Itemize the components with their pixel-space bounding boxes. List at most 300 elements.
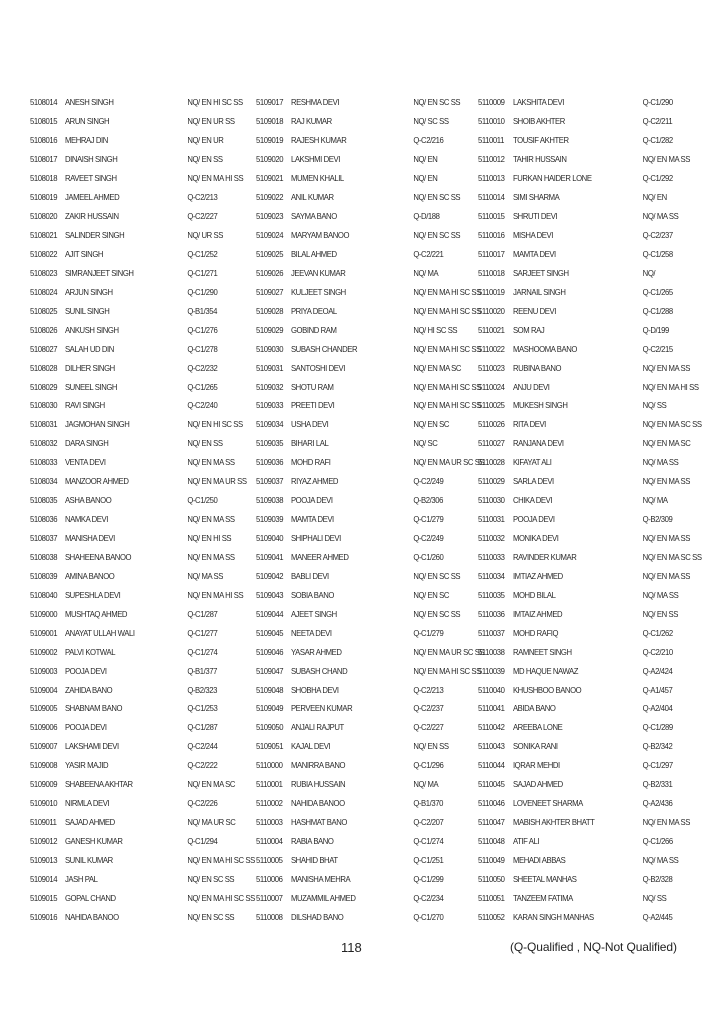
roll-number: 5109004	[30, 684, 58, 695]
candidate-name: YASAR AHMED	[290, 646, 342, 657]
result-status: NQ/ EN SC SS	[413, 230, 461, 241]
result-status: NQ/ EN SS	[642, 608, 678, 619]
result-status: NQ/ EN MA HI SC SS	[413, 400, 481, 411]
result-status: Q-C2/216	[413, 135, 444, 146]
candidate-row	[256, 93, 484, 112]
candidate-row	[256, 131, 484, 150]
candidate-row	[478, 207, 702, 226]
candidate-row	[478, 396, 702, 415]
roll-number: 5110019	[478, 286, 505, 297]
result-status: Q-C1/296	[413, 760, 444, 771]
candidate-row	[256, 548, 484, 567]
candidate-row	[256, 661, 484, 680]
result-status: Q-C1/297	[642, 760, 673, 771]
candidate-row	[256, 623, 484, 642]
result-status: NQ/ EN MA HI SC SS	[413, 665, 481, 676]
candidate-name: MANZOOR AHMED	[64, 476, 129, 487]
candidate-row	[30, 775, 255, 794]
candidate-name: DARA SINGH	[64, 438, 109, 449]
roll-number: 5108024	[30, 286, 58, 297]
result-status: Q-C1/279	[413, 514, 444, 525]
candidate-name: RANJANA DEVI	[512, 438, 564, 449]
roll-number: 5109032	[256, 381, 284, 392]
candidate-name: SHOTU RAM	[290, 381, 334, 392]
candidate-name: RABIA BANO	[290, 836, 334, 847]
result-status: NQ/ EN MA SC	[187, 779, 236, 790]
roll-number: 5109019	[256, 135, 284, 146]
candidate-row	[30, 112, 255, 131]
candidate-name: ASHA BANOO	[64, 495, 112, 506]
result-status: Q-C1/250	[187, 495, 218, 506]
candidate-name: SAYMA BANO	[290, 211, 337, 222]
result-status: NQ/ EN UR	[187, 135, 224, 146]
result-status: NQ/ MA SS	[642, 211, 679, 222]
result-status: Q-C1/277	[187, 627, 218, 638]
roll-number: 5110044	[478, 760, 505, 771]
roll-number: 5109038	[256, 495, 284, 506]
candidate-row	[30, 282, 255, 301]
candidate-row	[256, 699, 484, 718]
candidate-row	[256, 226, 484, 245]
result-status: NQ/ EN MA SS	[642, 476, 690, 487]
roll-number: 5110017	[478, 248, 505, 259]
candidate-name: JASH PAL	[64, 873, 98, 884]
result-status: Q-D/199	[642, 324, 669, 335]
candidate-row	[478, 93, 702, 112]
result-status: NQ/ EN	[413, 154, 438, 165]
result-status: NQ/ HI SC SS	[413, 324, 458, 335]
roll-number: 5110006	[256, 873, 283, 884]
roll-number: 5109039	[256, 514, 284, 525]
result-status: NQ/ MA SS	[642, 457, 679, 468]
candidate-row	[30, 813, 255, 832]
roll-number: 5109022	[256, 192, 284, 203]
result-status: NQ/ EN MA UR SC SS	[413, 646, 485, 657]
roll-number: 5108033	[30, 457, 58, 468]
candidate-name: IMTIAZ AHMED	[512, 570, 563, 581]
candidate-row	[30, 851, 255, 870]
roll-number: 5108022	[30, 248, 58, 259]
result-status: NQ/ EN MA SC SS	[642, 419, 702, 430]
candidate-name: SUNIL KUMAR	[64, 854, 113, 865]
candidate-row	[478, 150, 702, 169]
candidate-row	[478, 642, 702, 661]
result-status: Q-C1/266	[642, 836, 673, 847]
roll-number: 5109007	[30, 741, 58, 752]
result-status: NQ/ EN SC SS	[187, 911, 235, 922]
result-status: Q-C1/287	[187, 608, 218, 619]
roll-number: 5110013	[478, 173, 505, 184]
candidate-row	[478, 604, 702, 623]
roll-number: 5110016	[478, 230, 505, 241]
candidate-name: REENU DEVI	[512, 305, 556, 316]
candidate-name: SHOIB AKHTER	[512, 116, 565, 127]
result-status: NQ/ EN MA UR SC SS	[413, 457, 485, 468]
result-status: NQ/ EN SC SS	[413, 570, 461, 581]
roll-number: 5110001	[256, 779, 283, 790]
candidate-name: RITA DEVI	[512, 419, 546, 430]
roll-number: 5109005	[30, 703, 58, 714]
candidate-name: NIRMLA DEVI	[64, 798, 110, 809]
roll-number: 5110051	[478, 892, 505, 903]
roll-number: 5108038	[30, 551, 58, 562]
candidate-row	[30, 150, 255, 169]
roll-number: 5109010	[30, 798, 58, 809]
candidate-row	[30, 888, 255, 907]
candidate-row	[30, 832, 255, 851]
result-status: Q-B1/370	[413, 798, 443, 809]
candidate-row	[478, 263, 702, 282]
candidate-row	[30, 529, 255, 548]
candidate-name: ANJU DEVI	[512, 381, 550, 392]
roll-number: 5108039	[30, 570, 58, 581]
result-status: Q-C2/226	[187, 798, 218, 809]
roll-number: 5109046	[256, 646, 284, 657]
candidate-row	[478, 851, 702, 870]
roll-number: 5109025	[256, 248, 284, 259]
candidate-name: VENTA DEVI	[64, 457, 106, 468]
candidate-name: KULJEET SINGH	[290, 286, 346, 297]
candidate-name: MARYAM BANOO	[290, 230, 350, 241]
result-status: Q-A2/404	[642, 703, 673, 714]
candidate-name: RUBIA HUSSAIN	[290, 779, 346, 790]
candidate-row	[256, 604, 484, 623]
result-status: NQ/ EN MA SS	[642, 533, 690, 544]
candidate-name: RAVINDER KUMAR	[512, 551, 577, 562]
result-status: NQ/ EN MA HI SC SS	[187, 892, 255, 903]
roll-number: 5110036	[478, 608, 505, 619]
candidate-row	[256, 566, 484, 585]
candidate-row	[30, 301, 255, 320]
candidate-name: JAMEEL AHMED	[64, 192, 120, 203]
candidate-name: AJIT SINGH	[64, 248, 104, 259]
candidate-row	[30, 718, 255, 737]
candidate-row	[478, 301, 702, 320]
result-status: NQ/ MA SS	[187, 570, 223, 581]
candidate-name: PALVI KOTWAL	[64, 646, 116, 657]
result-status: Q-C2/232	[187, 362, 218, 373]
roll-number: 5109029	[256, 324, 284, 335]
candidate-name: SHOBHA DEVI	[290, 684, 339, 695]
result-status: Q-B2/323	[187, 684, 217, 695]
candidate-row	[478, 112, 702, 131]
candidate-name: AJEET SINGH	[290, 608, 337, 619]
candidate-name: MUZAMMIL AHMED	[290, 892, 356, 903]
candidate-name: POOJA DEVI	[290, 495, 333, 506]
roll-number: 5110032	[478, 533, 505, 544]
roll-number: 5110046	[478, 798, 505, 809]
candidate-row	[256, 529, 484, 548]
candidate-name: SHAHEENA BANOO	[64, 551, 132, 562]
result-status: Q-B2/309	[642, 514, 673, 525]
candidate-name: NAHIDA BANOO	[290, 798, 345, 809]
candidate-name: PERVEEN KUMAR	[290, 703, 353, 714]
roll-number: 5108023	[30, 267, 58, 278]
candidate-name: IQRAR MEHDI	[512, 760, 560, 771]
roll-number: 5108031	[30, 419, 58, 430]
candidate-name: ANESH SINGH	[64, 97, 114, 108]
roll-number: 5109018	[256, 116, 284, 127]
candidate-row	[478, 188, 702, 207]
result-status: NQ/ EN SS	[187, 154, 223, 165]
result-status: Q-B1/354	[187, 305, 217, 316]
roll-number: 5108027	[30, 343, 58, 354]
candidate-row	[478, 680, 702, 699]
roll-number: 5110020	[478, 305, 505, 316]
candidate-row	[256, 756, 484, 775]
roll-number: 5109028	[256, 305, 284, 316]
candidate-row	[256, 491, 484, 510]
roll-number: 5110043	[478, 741, 505, 752]
candidate-row	[478, 699, 702, 718]
candidate-name: SUPESHLA DEVI	[64, 589, 121, 600]
result-status: NQ/ EN MA HI SC SS	[413, 343, 481, 354]
result-status: NQ/ EN MA HI SC SS	[413, 381, 481, 392]
candidate-name: MANEER AHMED	[290, 551, 349, 562]
candidate-name: MEHADI ABBAS	[512, 854, 566, 865]
roll-number: 5110038	[478, 646, 505, 657]
roll-number: 5109040	[256, 533, 284, 544]
result-status: NQ/ UR SS	[187, 230, 223, 241]
roll-number: 5110014	[478, 192, 505, 203]
result-status: NQ/ EN MA SC SS	[642, 551, 702, 562]
result-status: Q-C1/274	[187, 646, 218, 657]
candidate-row	[256, 377, 484, 396]
candidate-name: ANAYAT ULLAH WALI	[64, 627, 135, 638]
candidate-row	[30, 263, 255, 282]
candidate-row	[478, 548, 702, 567]
candidate-row	[478, 245, 702, 264]
result-status: NQ/ MA SS	[642, 589, 679, 600]
roll-number: 5110004	[256, 836, 283, 847]
result-status: Q-B2/328	[642, 873, 673, 884]
roll-number: 5108021	[30, 230, 58, 241]
roll-number: 5110052	[478, 911, 505, 922]
roll-number: 5109030	[256, 343, 284, 354]
candidate-row	[478, 169, 702, 188]
roll-number: 5110041	[478, 703, 505, 714]
candidate-row	[478, 339, 702, 358]
candidate-name: KAJAL DEVI	[290, 741, 331, 752]
result-status: NQ/ EN SC SS	[413, 192, 461, 203]
candidate-row	[256, 775, 484, 794]
candidate-row	[256, 301, 484, 320]
candidate-name: FURKAN HAIDER LONE	[512, 173, 592, 184]
candidate-row	[256, 112, 484, 131]
result-status: NQ/ EN MA SC	[642, 438, 691, 449]
roll-number: 5109044	[256, 608, 284, 619]
result-status: Q-C1/260	[413, 551, 444, 562]
roll-number: 5109033	[256, 400, 284, 411]
roll-number: 5110009	[478, 97, 505, 108]
candidate-row	[256, 737, 484, 756]
candidate-name: MASHOOMA BANO	[512, 343, 577, 354]
candidate-name: SAJAD AHMED	[512, 779, 563, 790]
candidate-row	[30, 585, 255, 604]
candidate-row	[478, 491, 702, 510]
candidate-name: NAMKA DEVI	[64, 514, 108, 525]
result-status: Q-C1/265	[642, 286, 673, 297]
candidate-name: SIMI SHARMA	[512, 192, 560, 203]
result-status: Q-C1/252	[187, 248, 218, 259]
results-column-2	[256, 93, 504, 926]
candidate-name: MOHD RAFI	[290, 457, 331, 468]
roll-number: 5108029	[30, 381, 58, 392]
roll-number: 5108018	[30, 173, 58, 184]
candidate-name: YASIR MAJID	[64, 760, 109, 771]
candidate-name: MOHD RAFIQ	[512, 627, 559, 638]
candidate-name: ANJALI RAJPUT	[290, 722, 344, 733]
candidate-row	[256, 813, 484, 832]
candidate-name: SALINDER SINGH	[64, 230, 125, 241]
candidate-row	[30, 869, 255, 888]
candidate-row	[30, 756, 255, 775]
candidate-name: SALAH UD DIN	[64, 343, 114, 354]
result-status: Q-C1/262	[642, 627, 673, 638]
roll-number: 5108015	[30, 116, 58, 127]
roll-number: 5109026	[256, 267, 284, 278]
roll-number: 5109023	[256, 211, 284, 222]
result-status: NQ/ EN MA SS	[642, 817, 690, 828]
result-status: Q-C1/289	[642, 722, 673, 733]
result-status: Q-C1/265	[187, 381, 218, 392]
candidate-name: SANTOSHI DEVI	[290, 362, 345, 373]
candidate-name: SHABEENA AKHTAR	[64, 779, 133, 790]
candidate-name: SOM RAJ	[512, 324, 545, 335]
roll-number: 5110000	[256, 760, 283, 771]
result-status: NQ/ EN SC	[413, 589, 449, 600]
candidate-name: SUBASH CHANDER	[290, 343, 358, 354]
result-status: NQ/ SC SS	[413, 116, 449, 127]
candidate-name: SAJAD AHMED	[64, 817, 115, 828]
candidate-row	[478, 869, 702, 888]
roll-number: 5110042	[478, 722, 505, 733]
result-status: NQ/ EN MA SC	[413, 362, 462, 373]
roll-number: 5109031	[256, 362, 284, 373]
candidate-row	[478, 623, 702, 642]
result-status: Q-C2/249	[413, 476, 444, 487]
candidate-row	[30, 907, 255, 926]
result-status: Q-C2/213	[413, 684, 444, 695]
result-status: Q-A2/445	[642, 911, 673, 922]
candidate-row	[478, 775, 702, 794]
roll-number: 5109001	[30, 627, 58, 638]
roll-number: 5108020	[30, 211, 58, 222]
candidate-name: RAMNEET SINGH	[512, 646, 572, 657]
roll-number: 5110021	[478, 324, 505, 335]
roll-number: 5109051	[256, 741, 284, 752]
candidate-row	[256, 832, 484, 851]
candidate-row	[256, 188, 484, 207]
candidate-name: MANISHA MEHRA	[290, 873, 351, 884]
candidate-row	[478, 377, 702, 396]
candidate-row	[256, 794, 484, 813]
roll-number: 5109035	[256, 438, 284, 449]
candidate-name: ZAKIR HUSSAIN	[64, 211, 119, 222]
roll-number: 5109017	[256, 97, 284, 108]
roll-number: 5109047	[256, 665, 284, 676]
result-status: NQ/ MA UR SC	[187, 817, 236, 828]
candidate-name: KHUSHBOO BANOO	[512, 684, 582, 695]
roll-number: 5108016	[30, 135, 58, 146]
candidate-name: MUKESH SINGH	[512, 400, 568, 411]
candidate-name: MANISHA DEVI	[64, 533, 115, 544]
roll-number: 5110048	[478, 836, 505, 847]
candidate-name: RAJESH KUMAR	[290, 135, 347, 146]
result-status: Q-B1/377	[187, 665, 217, 676]
candidate-row	[256, 320, 484, 339]
roll-number: 5110035	[478, 589, 505, 600]
roll-number: 5110003	[256, 817, 283, 828]
candidate-row	[478, 529, 702, 548]
roll-number: 5110039	[478, 665, 505, 676]
roll-number: 5109043	[256, 589, 284, 600]
roll-number: 5108034	[30, 476, 58, 487]
candidate-name: JAGMOHAN SINGH	[64, 419, 130, 430]
roll-number: 5109021	[256, 173, 284, 184]
candidate-name: LOVENEET SHARMA	[512, 798, 583, 809]
roll-number: 5109012	[30, 836, 58, 847]
candidate-row	[30, 169, 255, 188]
candidate-name: POOJA DEVI	[64, 665, 107, 676]
candidate-name: ZAHIDA BANO	[64, 684, 113, 695]
result-status: Q-C1/288	[642, 305, 673, 316]
result-status: NQ/ EN	[642, 192, 667, 203]
result-status: Q-C1/279	[413, 627, 444, 638]
candidate-name: MABISH AKHTER BHATT	[512, 817, 595, 828]
candidate-name: RIYAZ AHMED	[290, 476, 339, 487]
candidate-name: AREEBA LONE	[512, 722, 563, 733]
candidate-row	[30, 491, 255, 510]
result-status: Q-C2/213	[187, 192, 218, 203]
candidate-name: SARJEET SINGH	[512, 267, 569, 278]
candidate-row	[256, 434, 484, 453]
candidate-name: AMINA BANOO	[64, 570, 115, 581]
candidate-row	[478, 756, 702, 775]
candidate-row	[30, 680, 255, 699]
candidate-row	[256, 851, 484, 870]
candidate-name: MEHRAJ DIN	[64, 135, 108, 146]
results-column-3	[478, 93, 721, 926]
candidate-row	[30, 661, 255, 680]
roll-number: 5110024	[478, 381, 505, 392]
result-status: NQ/ EN UR SS	[187, 116, 235, 127]
candidate-row	[256, 150, 484, 169]
result-status: NQ/ EN	[413, 173, 438, 184]
candidate-name: TOUSIF AKHTER	[512, 135, 569, 146]
roll-number: 5109049	[256, 703, 284, 714]
roll-number: 5110015	[478, 211, 505, 222]
result-status: NQ/ EN MA SS	[642, 154, 690, 165]
candidate-name: KIFAYAT ALI	[512, 457, 552, 468]
candidate-name: MONIKA DEVI	[512, 533, 559, 544]
result-status: Q-C2/227	[187, 211, 218, 222]
result-status: NQ/ EN SS	[413, 741, 449, 752]
results-column-1	[30, 93, 274, 926]
result-status: Q-C1/271	[187, 267, 218, 278]
candidate-name: SUNIL SINGH	[64, 305, 110, 316]
result-status: NQ/ EN SC SS	[413, 97, 461, 108]
result-status: Q-C1/258	[642, 248, 673, 259]
candidate-name: SONIKA RANI	[512, 741, 558, 752]
candidate-name: ATIF ALI	[512, 836, 540, 847]
candidate-row	[478, 358, 702, 377]
candidate-row	[30, 434, 255, 453]
roll-number: 5108026	[30, 324, 58, 335]
candidate-name: POOJA DEVI	[512, 514, 555, 525]
result-status: Q-C1/253	[187, 703, 218, 714]
result-status: Q-C2/237	[413, 703, 444, 714]
